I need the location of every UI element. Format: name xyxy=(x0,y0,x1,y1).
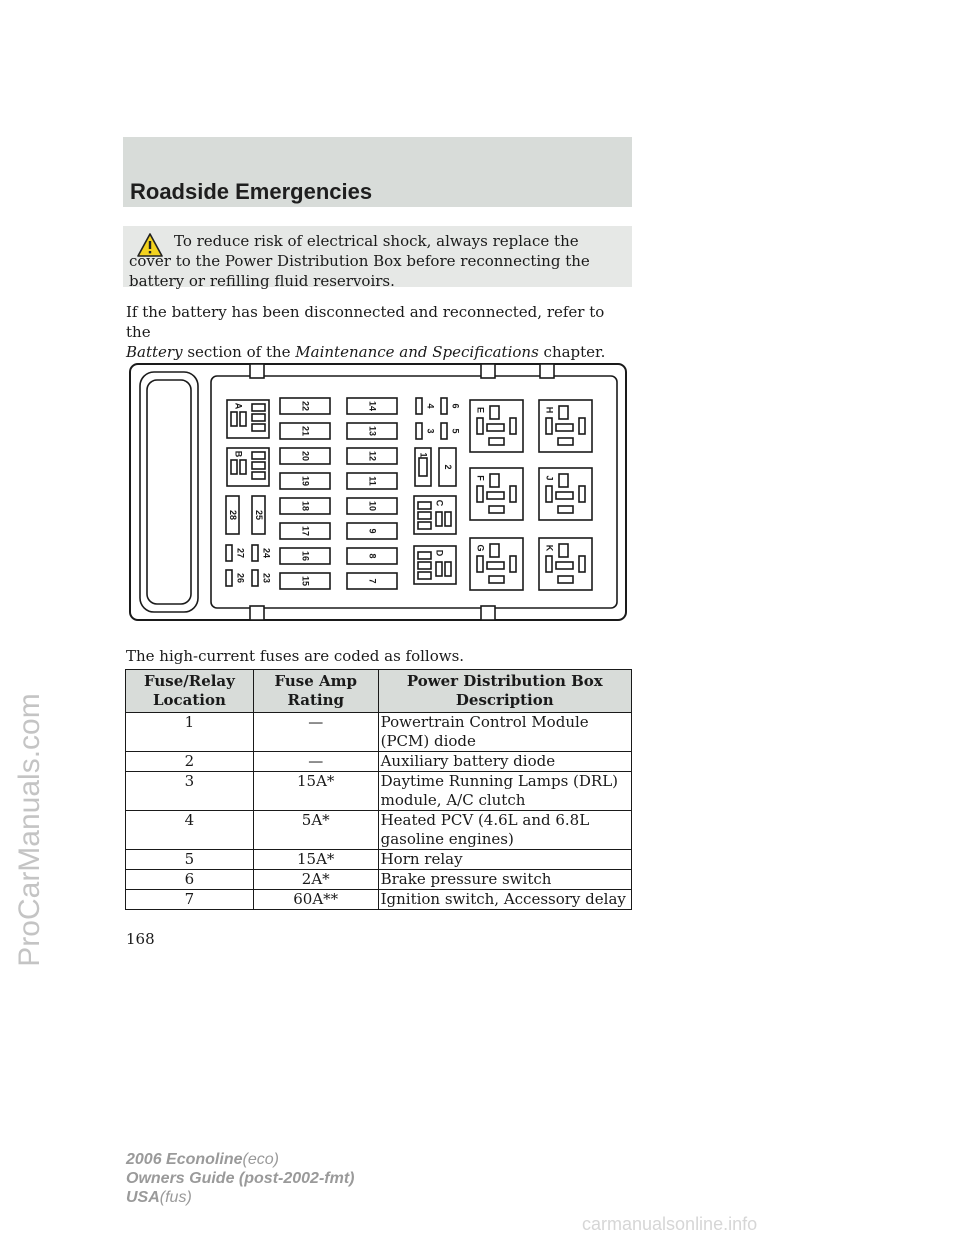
mini-fuse-label-12: 12 xyxy=(367,450,378,462)
relay-pin xyxy=(252,472,265,479)
relay-pin xyxy=(490,544,499,557)
cell-description: Powertrain Control Module (PCM) diode xyxy=(378,713,631,752)
relay-pin xyxy=(240,460,246,474)
section-header xyxy=(123,137,632,207)
cell-location: 4 xyxy=(126,811,254,850)
mini-fuse-label-22: 22 xyxy=(300,400,311,412)
relay-pin xyxy=(546,418,552,434)
relay-pin xyxy=(418,502,431,509)
paragraph-text-1: If the battery has been disconnected and reconnected, refer to the xyxy=(126,303,605,341)
relay-label-f: F xyxy=(475,475,486,481)
relay-pin xyxy=(252,462,265,469)
paragraph-text-2: section of the xyxy=(187,343,291,361)
mini-fuse-label-15: 15 xyxy=(300,575,311,587)
footer-model: 2006 Econoline xyxy=(126,1151,243,1168)
fuse-label-26: 26 xyxy=(235,572,246,584)
table-row xyxy=(126,870,632,890)
relay-pin xyxy=(559,406,568,419)
relay-pin xyxy=(510,418,516,434)
footer-guide: Owners Guide (post-2002-fmt) xyxy=(126,1170,355,1187)
mini-fuse-label-21: 21 xyxy=(300,425,311,437)
cell-rating: 2A* xyxy=(253,870,378,890)
mini-fuse-label-7: 7 xyxy=(367,578,378,584)
cell-location: 6 xyxy=(126,870,254,890)
mini-fuse-label-20: 20 xyxy=(300,450,311,462)
small-fuse-label-6: 6 xyxy=(450,403,461,409)
table-row xyxy=(126,890,632,910)
warning-box xyxy=(123,226,632,290)
relay-pin xyxy=(240,412,246,426)
cell-rating: 15A* xyxy=(253,850,378,870)
fuse-box-tab xyxy=(250,606,264,620)
relay-pin xyxy=(556,424,573,431)
table-row xyxy=(126,752,632,772)
cell-rating: 15A* xyxy=(253,772,378,811)
cell-description: Horn relay xyxy=(378,850,631,870)
relay-pin xyxy=(418,512,431,519)
cell-location: 7 xyxy=(126,890,254,910)
relay-pin xyxy=(510,556,516,572)
mini-fuse-label-18: 18 xyxy=(300,500,311,512)
relay-pin xyxy=(418,522,431,529)
page-number: 168 xyxy=(126,930,155,948)
relay-pin xyxy=(445,562,451,576)
relay-label-b: B xyxy=(233,450,244,458)
relay-pin xyxy=(558,506,573,513)
relay-pin xyxy=(487,562,504,569)
small-fuse-label-3: 3 xyxy=(425,428,436,434)
relay-pin xyxy=(559,474,568,487)
small-fuse-4 xyxy=(416,398,422,414)
relay-pin xyxy=(418,552,431,559)
table-row xyxy=(126,850,632,870)
relay-pin xyxy=(418,572,431,579)
fuse-box-left-panel-inner xyxy=(147,380,191,604)
column-header-rating: Fuse Amp Rating xyxy=(253,670,378,713)
fuse-27 xyxy=(226,545,232,561)
document-footer xyxy=(126,1150,354,1207)
relay-a xyxy=(227,400,269,438)
column-header-description: Power Distribution Box Description xyxy=(378,670,631,713)
section-title: Roadside Emergencies xyxy=(130,179,373,204)
relay-pin xyxy=(558,576,573,583)
relay-pin xyxy=(436,512,442,526)
relay-pin xyxy=(579,486,585,502)
fuse-label-24: 24 xyxy=(261,547,272,559)
relay-pin xyxy=(436,562,442,576)
mini-fuse-label-16: 16 xyxy=(300,550,311,562)
relay-pin xyxy=(490,474,499,487)
paragraph-text-3: chapter. xyxy=(543,343,606,361)
mini-fuse-label-17: 17 xyxy=(300,525,311,537)
relay-pin xyxy=(487,424,504,431)
relay-pin xyxy=(546,486,552,502)
mini-fuse-label-11: 11 xyxy=(367,476,378,486)
fuse-box-left-panel xyxy=(140,372,198,612)
relay-pin xyxy=(559,544,568,557)
battery-paragraph xyxy=(126,302,632,362)
relay-pin xyxy=(579,556,585,572)
fuse-table xyxy=(125,669,632,910)
cell-location: 1 xyxy=(126,713,254,752)
relay-label-a: A xyxy=(233,402,244,410)
relay-label-c: C xyxy=(434,499,445,507)
chapter-link-text: Maintenance and Specifications xyxy=(295,343,539,361)
small-fuse-5 xyxy=(441,423,447,439)
table-intro: The high-current fuses are coded as follows. xyxy=(126,647,465,665)
table-header-row xyxy=(126,670,632,713)
power-distribution-box-diagram xyxy=(128,362,628,622)
cell-description: Auxiliary battery diode xyxy=(378,752,631,772)
small-fuse-label-4: 4 xyxy=(425,403,436,409)
relay-label-g: G xyxy=(475,544,486,552)
side-watermark: ProCarManuals.com xyxy=(13,693,46,967)
relay-label-d: D xyxy=(434,549,445,557)
cartridge-fuse-inner xyxy=(419,458,427,476)
cartridge-fuse-label-1: 1 xyxy=(418,452,429,458)
relay-pin xyxy=(477,418,483,434)
cell-rating: 5A* xyxy=(253,811,378,850)
cell-description: Ignition switch, Accessory delay xyxy=(378,890,631,910)
cell-rating: — xyxy=(253,752,378,772)
relay-pin xyxy=(487,492,504,499)
fuse-label-27: 27 xyxy=(235,547,246,559)
small-fuse-label-5: 5 xyxy=(450,428,461,434)
relay-pin xyxy=(489,576,504,583)
relay-pin xyxy=(252,424,265,431)
table-row xyxy=(126,713,632,752)
fuse-box-tab xyxy=(481,606,495,620)
cell-rating: — xyxy=(253,713,378,752)
cell-rating: 60A** xyxy=(253,890,378,910)
relay-pin xyxy=(231,460,237,474)
relay-label-h: H xyxy=(544,406,555,414)
relay-label-j: J xyxy=(544,475,555,481)
mini-fuse-label-14: 14 xyxy=(367,400,378,412)
relay-pin xyxy=(252,452,265,459)
relay-pin xyxy=(546,556,552,572)
cell-location: 2 xyxy=(126,752,254,772)
fuse-box-tab xyxy=(481,364,495,378)
relay-pin xyxy=(418,562,431,569)
battery-link-text: Battery xyxy=(126,343,183,361)
relay-pin xyxy=(445,512,451,526)
fuse-24 xyxy=(252,545,258,561)
relay-pin xyxy=(556,492,573,499)
mini-fuse-label-13: 13 xyxy=(367,425,378,437)
fuse-26 xyxy=(226,570,232,586)
small-fuse-6 xyxy=(441,398,447,414)
warning-text: To reduce risk of electrical shock, always replace the cover to the Power Distribution Box before reconnecting the battery or refilling fluid reservoirs. xyxy=(129,232,590,290)
relay-pin xyxy=(477,486,483,502)
cell-location: 5 xyxy=(126,850,254,870)
cartridge-fuse-label-2: 2 xyxy=(443,464,454,470)
relay-pin xyxy=(489,506,504,513)
cell-location: 3 xyxy=(126,772,254,811)
table-row xyxy=(126,811,632,850)
relay-b xyxy=(227,448,269,486)
relay-pin xyxy=(490,406,499,419)
footer-market: USA xyxy=(126,1189,160,1206)
relay-label-e: E xyxy=(475,406,486,414)
relay-pin xyxy=(231,412,237,426)
fuse-label-28: 28 xyxy=(228,509,239,521)
cell-description: Brake pressure switch xyxy=(378,870,631,890)
relay-label-k: K xyxy=(544,544,555,552)
relay-pin xyxy=(556,562,573,569)
relay-pin xyxy=(477,556,483,572)
mini-fuse-label-9: 9 xyxy=(367,528,378,534)
mini-fuse-label-19: 19 xyxy=(300,475,311,487)
cell-description: Heated PCV (4.6L and 6.8L gasoline engines) xyxy=(378,811,631,850)
footer-model-code: (eco) xyxy=(242,1151,279,1168)
fuse-label-23: 23 xyxy=(261,572,272,584)
relay-pin xyxy=(558,438,573,445)
fuse-box-tab xyxy=(540,364,554,378)
mini-fuse-label-8: 8 xyxy=(367,553,378,559)
relay-pin xyxy=(252,414,265,421)
footer-market-code: (fus) xyxy=(159,1189,192,1206)
column-header-location: Fuse/Relay Location xyxy=(126,670,254,713)
mini-fuse-label-10: 10 xyxy=(367,500,378,512)
table-row xyxy=(126,772,632,811)
fuse-label-25: 25 xyxy=(254,509,265,521)
relay-pin xyxy=(252,404,265,411)
small-fuse-3 xyxy=(416,423,422,439)
cell-description: Daytime Running Lamps (DRL) module, A/C clutch xyxy=(378,772,631,811)
relay-pin xyxy=(489,438,504,445)
relay-pin xyxy=(579,418,585,434)
bottom-watermark: carmanualsonline.info xyxy=(582,1214,758,1234)
fuse-box-tab xyxy=(250,364,264,378)
relay-pin xyxy=(510,486,516,502)
fuse-23 xyxy=(252,570,258,586)
